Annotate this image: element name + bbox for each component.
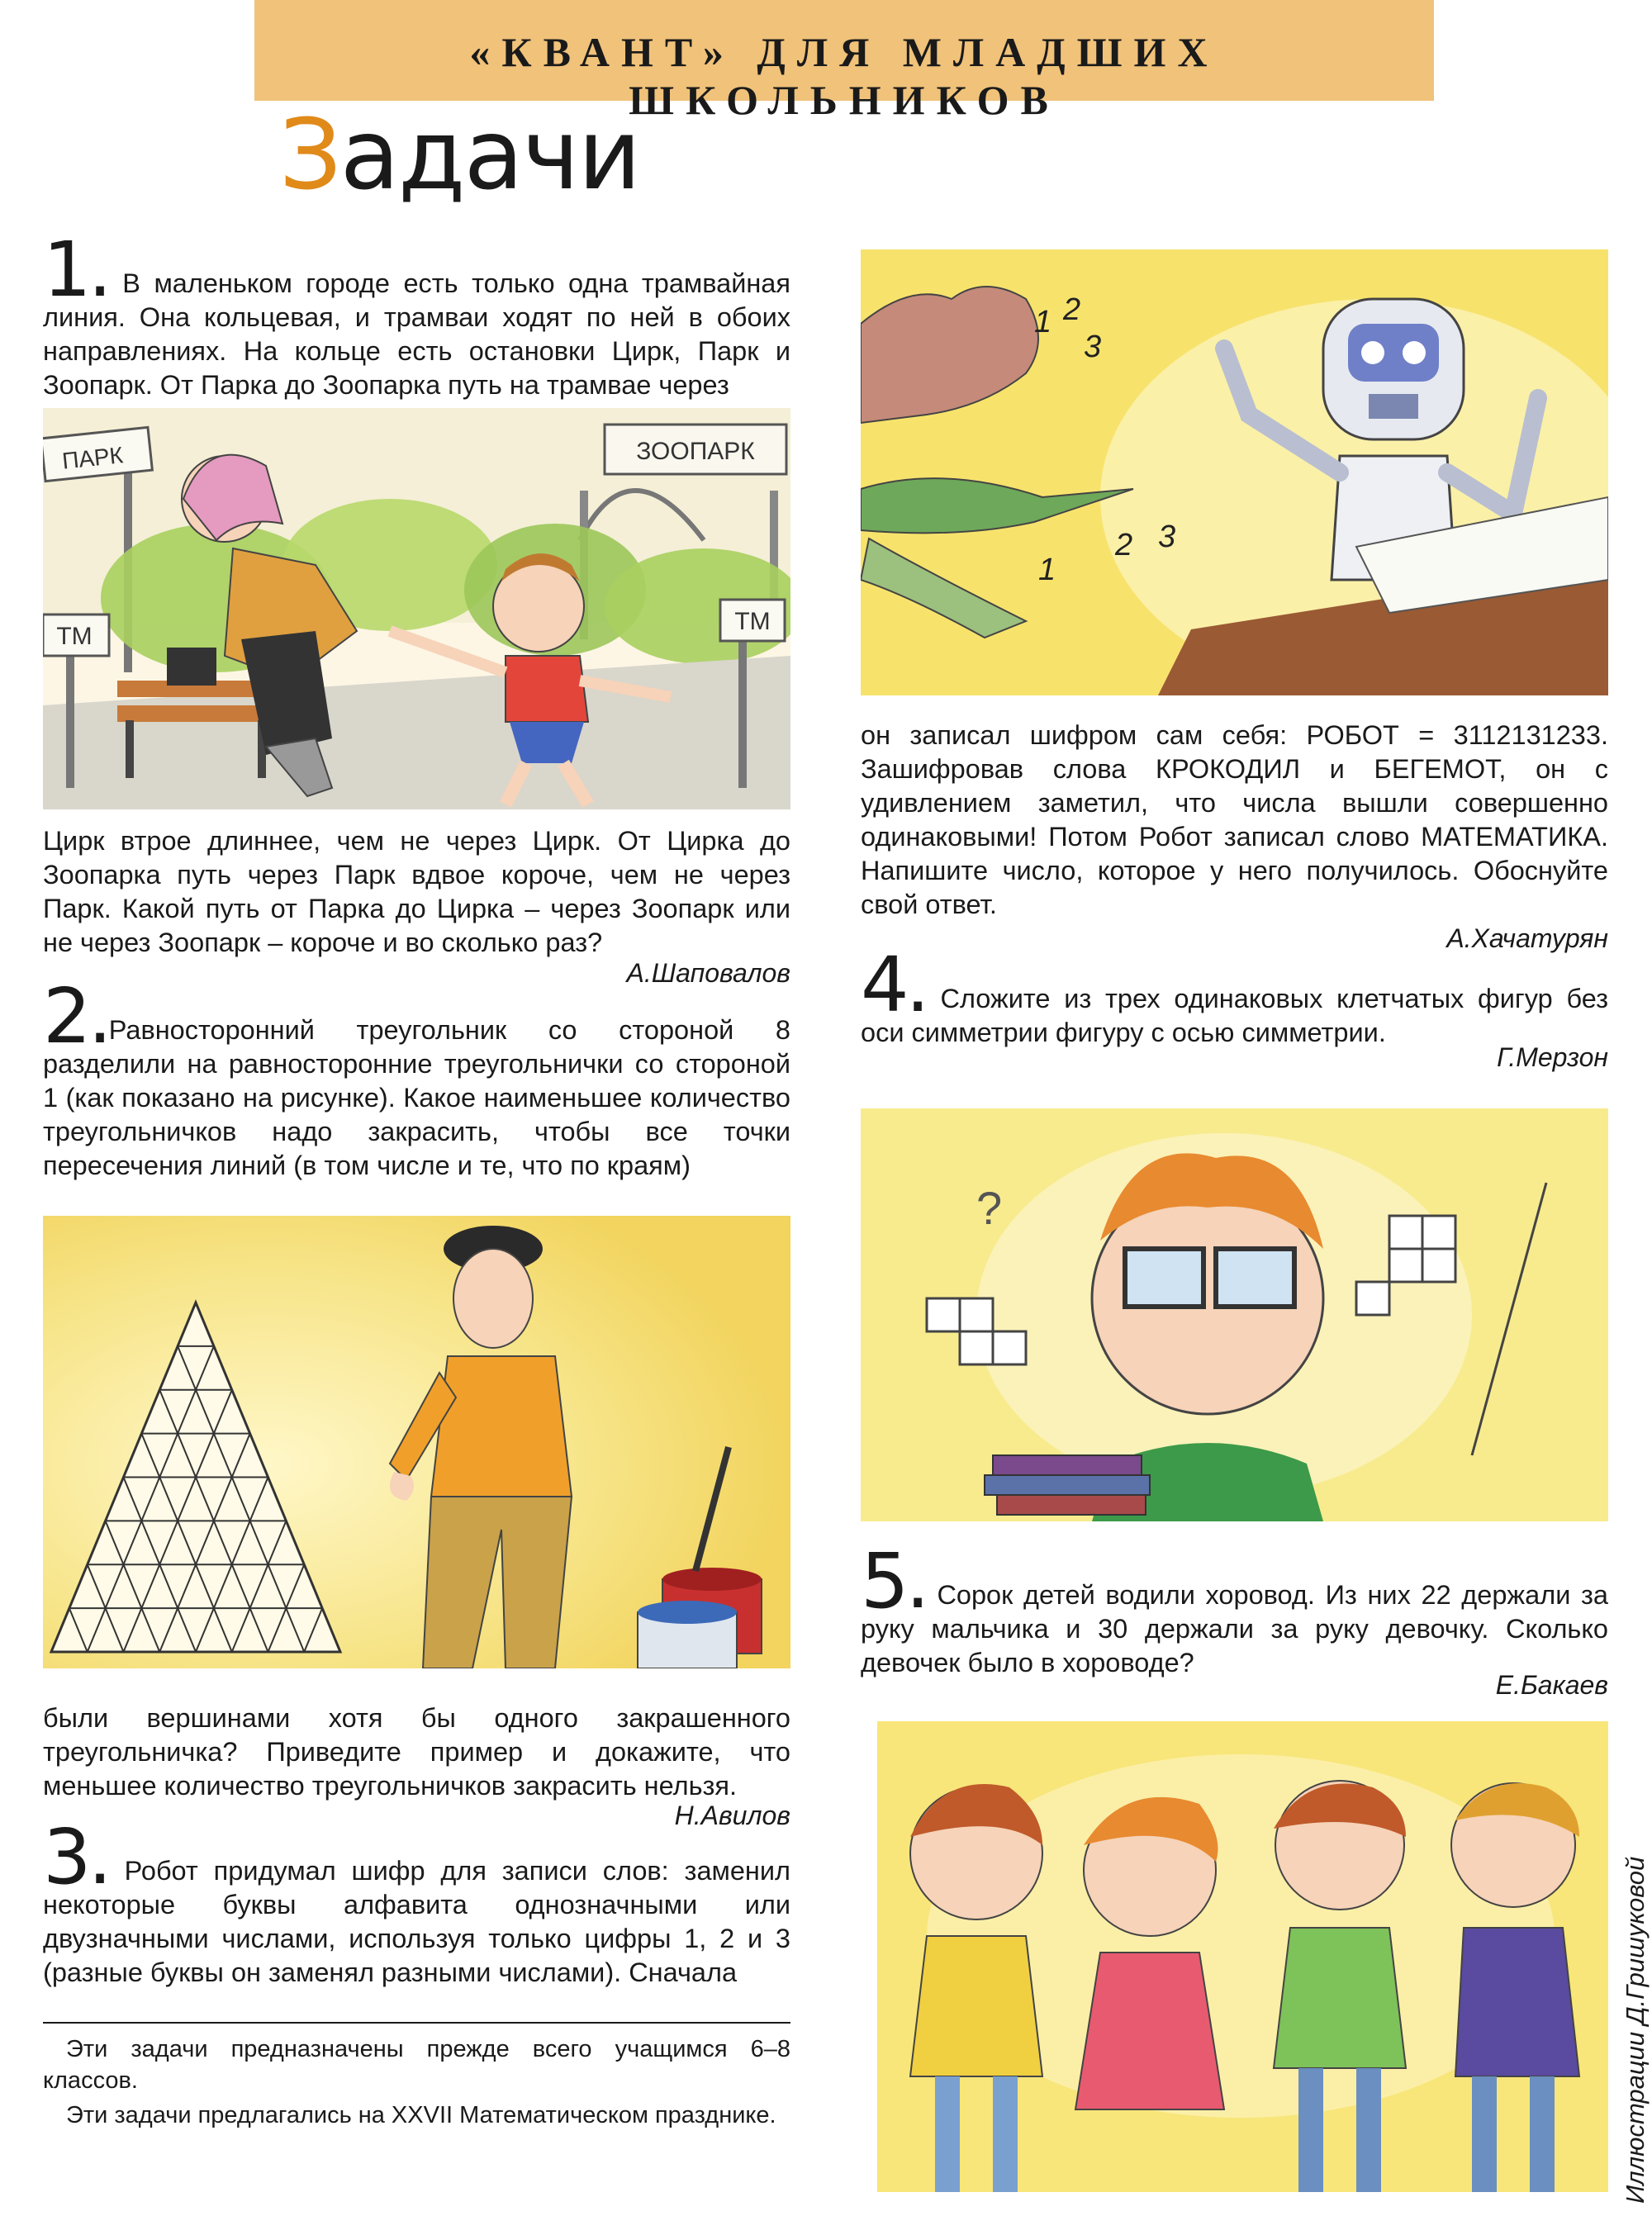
illustration-triangle-painter (43, 1216, 790, 1668)
footnote-rule (43, 2022, 790, 2024)
section-header (254, 0, 1434, 123)
sign-zoo: ЗООПАРК (636, 438, 755, 465)
problem-1-intro (43, 225, 790, 402)
problem-2-text-end: были вершинами хотя бы одного закрашенного треугольничка? Приведите пример и докажите, что меньшее количество треугольничков закрасить нельзя. (43, 1703, 790, 1801)
illustration-round-dance (877, 1721, 1608, 2192)
problem-5-author: Е.Бакаев (1495, 1670, 1608, 1700)
page-title-rest: адачи (339, 97, 640, 211)
footnote-2: Эти задачи предлагались на XXVII Математическом празднике. (66, 2102, 776, 2128)
page-title-initial: З (279, 97, 340, 211)
question-mark: ? (976, 1182, 1003, 1234)
problem-4-author: Г.Мерзон (1497, 1042, 1608, 1072)
sign-tram-right: ТМ (734, 608, 771, 635)
illustration-credit: Иллюстрации Д.Гришуковой (1621, 1856, 1650, 2204)
digit-2b: 2 (1115, 528, 1133, 562)
problem-2-text-start: Равносторонний треугольник со стороной 8 разделили на равносторонние треугольнички со стороной 1 (как показано на рисунке). Какое наименьшее количество треугольничков надо закрасить, чтобы все точки пересечения линий (в том числе и те, что по краям) (43, 1015, 790, 1180)
problem-1-text-end: Цирк втрое длиннее, чем не через Цирк. От Цирка до Зоопарка путь через Парк вдвое короче, чем не через Парк. Какой путь от Парка до Цирка – через Зоопарк или не через Зоопарк – короче и во сколько раз? (43, 826, 790, 957)
digit-1b: 1 (1038, 553, 1056, 587)
problem-4-intro (861, 941, 1608, 1050)
problem-3-number: 3. (43, 1813, 109, 1901)
illustration-park-zoo (43, 408, 790, 809)
problem-3-author: А.Хачатурян (1446, 923, 1608, 953)
problem-1-number: 1. (43, 225, 109, 314)
problem-2-author: Н.Авилов (674, 1801, 790, 1830)
problem-5-text-start: Сорок детей водили хоровод. Из них 22 держали за руку мальчика и 30 держали за руку девочку. Сколько девочек было в хороводе? (861, 1580, 1608, 1677)
digit-3b: 3 (1158, 520, 1176, 554)
problem-4-number: 4. (861, 941, 927, 1029)
digit-1a: 1 (1034, 305, 1052, 339)
illustration-boy-figures (861, 1108, 1608, 1521)
problem-2-number: 2. (43, 972, 109, 1061)
footnote-1: Эти задачи предназначены прежде всего учащимся 6–8 классов. (43, 2036, 790, 2094)
problem-1-text-start: В маленьком городе есть только одна трамвайная линия. Она кольцевая, и трамваи ходят по ней в обоих направлениях. На кольце есть остановки Цирк, Парк и Зоопарк. От Парка до Зоопарка путь на трамвае через (43, 268, 790, 400)
problem-5-intro (861, 1537, 1608, 1680)
problem-3-text-start: Робот придумал шифр для записи слов: заменил некоторые буквы алфавита однозначными или двузначными числами, используя только цифры 1, 2 и 3 (разные буквы он заменял разными числами). Сначала (43, 1856, 790, 1987)
illustration-robot (861, 249, 1608, 695)
digit-3a: 3 (1084, 330, 1102, 364)
sign-park: ПАРК (60, 442, 125, 474)
problem-5-number: 5. (861, 1537, 927, 1625)
problem-1-author: А.Шаповалов (626, 958, 790, 988)
problem-4-text-start: Сложите из трех одинаковых клетчатых фигур без оси симметрии фигуру с осью симметрии. (861, 984, 1608, 1047)
digit-2a: 2 (1063, 292, 1081, 327)
problem-3-text-end: он записал шифром сам себя: РОБОТ = 3112131233. Зашифровав слова КРОКОДИЛ и БЕГЕМОТ, он с удивлением заметил, что числа вышли совершенно одинаковыми! Потом Робот записал слово МАТЕМАТИКА. Напишите число, которое у него получилось. Обоснуйте свой ответ. (861, 720, 1608, 919)
page-title (279, 97, 640, 211)
sign-tram-left: ТМ (56, 623, 93, 650)
section-header-title: «КВАНТ» ДЛЯ МЛАДШИХ ШКОЛЬНИКОВ (469, 29, 1219, 123)
